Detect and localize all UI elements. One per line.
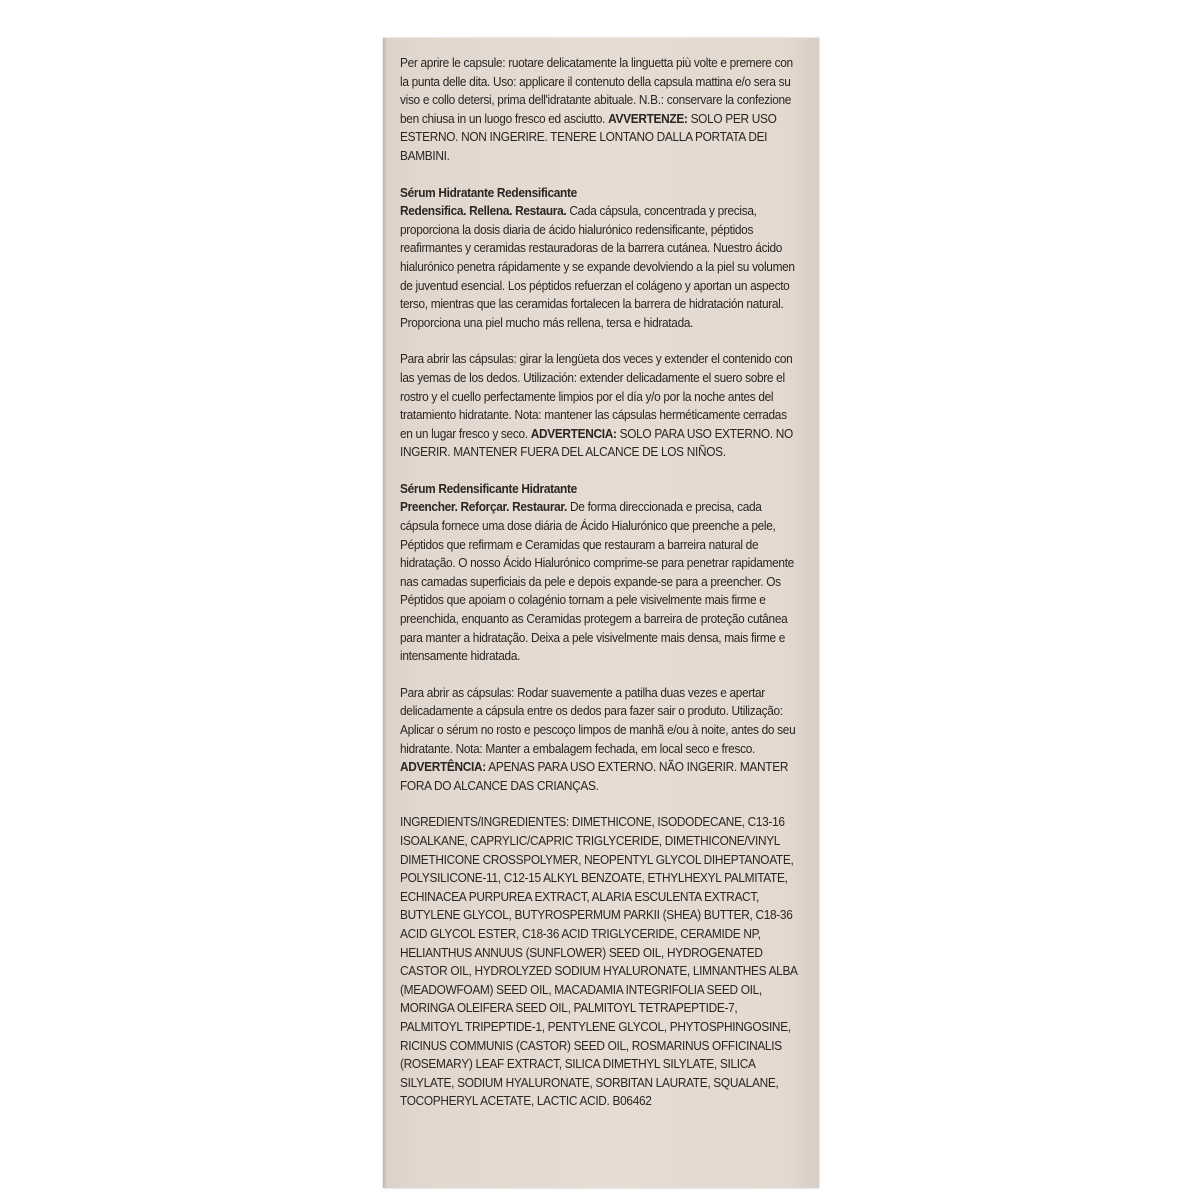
package-text xyxy=(400,54,800,1129)
portuguese-warning-text: APENAS PARA USO EXTERNO. NÃO INGERIR. MANTER FORA DO ALCANCE DAS CRIANÇAS. xyxy=(400,759,789,793)
portuguese-warning-label: ADVERTÊNCIA: xyxy=(400,759,486,775)
italian-instructions: Per aprire le capsule: ruotare delicatamente la linguetta più volte e premere con la punta delle dita. Uso: applicare il contenuto della capsula mattina e/o sera su viso e collo detersi, prima dell'idratante abituale. N.B.: conservare la confezione ben chiusa in un luogo fresco ed asciutto. xyxy=(400,55,793,126)
italian-warning-label: AVVERTENZE: xyxy=(608,110,688,126)
spanish-description: Cada cápsula, concentrada y precisa, proporciona la dosis diaria de ácido hialurónico redensificante, péptidos reafirmantes y ceramidas restauradoras de la barrera cutánea. Nuestro ácido hialurónico penetra rápidamente y se expande devolviendo a la piel su volumen de juventud esencial. Los péptidos refuerzan el colágeno y aportan un aspecto terso, mientras que las ceramidas fortalecen la barrera de hidratación natural. Proporciona una piel mucho más rellena, tersa e hidratada. xyxy=(400,203,795,330)
portuguese-tagline: Preencher. Reforçar. Restaurar. xyxy=(400,499,568,515)
spanish-usage-section xyxy=(400,350,800,462)
spanish-description-section xyxy=(400,184,800,333)
spanish-tagline: Redensifica. Rellena. Restaura. xyxy=(400,203,567,219)
spanish-usage: Para abrir las cápsulas: girar la lengüeta dos veces y extender el contenido con las yemas de los dedos. Utilización: extender delicadamente el suero sobre el rostro y el cuello perfectamente limpios por el día y/o por la noche antes del tratamiento hidratante. Nota: mantener las cápsulas herméticamente cerradas en un lugar fresco y seco. xyxy=(400,351,793,441)
portuguese-usage-section xyxy=(400,684,800,796)
ingredients-list: INGREDIENTS/INGREDIENTES: DIMETHICONE, ISODODECANE, C13-16 ISOALKANE, CAPRYLIC/CAPRIC TRIGLYCERIDE, DIMETHICONE/VINYL DIMETHICONE CROSSPOLYMER, NEOPENTYL GLYCOL DIHEPTANOATE, POLYSILICONE-11, C12-15 ALKYL BENZOATE, ETHYLHEXYL PALMITATE, ECHINACEA PURPUREA EXTRACT, ALARIA ESCULENTA EXTRACT, BUTYLENE GLYCOL, BUTYROSPERMUM PARKII (SHEA) BUTTER, C18-36 ACID GLYCOL ESTER, C18-36 ACID TRIGLYCERIDE, CERAMIDE NP, HELIANTHUS ANNUUS (SUNFLOWER) SEED OIL, HYDROGENATED CASTOR OIL, HYDROLYZED SODIUM HYALURONATE, LIMNANTHES ALBA (MEADOWFOAM) SEED OIL, MACADAMIA INTEGRIFOLIA SEED OIL, MORINGA OLEIFERA SEED OIL, PALMITOYL TETRAPEPTIDE-7, PALMITOYL TRIPEPTIDE-1, PENTYLENE GLYCOL, PHYTOSPHINGOSINE, RICINUS COMMUNIS (CASTOR) SEED OIL, ROSMARINUS OFFICINALIS (ROSEMARY) LEAF EXTRACT, SILICA DIMETHYL SILYLATE, SILICA SILYLATE, SODIUM HYALURONATE, SORBITAN LAURATE, SQUALANE, TOCOPHERYL ACETATE, LACTIC ACID. B06462 xyxy=(400,814,798,1109)
spanish-warning-text: SOLO PARA USO EXTERNO. NO INGERIR. MANTENER FUERA DEL ALCANCE DE LOS NIÑOS. xyxy=(400,425,793,460)
portuguese-usage: Para abrir as cápsulas: Rodar suavemente a patilha duas vezes e apertar delicadamente a cápsula entre os dedos para fazer sair o produto. Utilização: Aplicar o sérum no rosto e pescoço limpos de manhã e/ou à noite, antes do seu hidratante. Nota: Manter a embalagem fechada, em local seco e fresco. xyxy=(400,684,796,756)
portuguese-description-section xyxy=(400,480,800,666)
italian-warning-text: SOLO PER USO ESTERNO. NON INGERIRE. TENERE LONTANO DALLA PORTATA DEI BAMBINI. xyxy=(400,110,777,163)
portuguese-title: Sérum Redensificante Hidratante xyxy=(400,480,577,496)
portuguese-description: De forma direccionada e precisa, cada cápsula fornece uma dose diária de Ácido Hialurónico que preenche a pele, Péptidos que refirmam e Ceramidas que restauram a barreira natural de hidratação. O nosso Ácido Hialurónico comprime-se para penetrar rapidamente nas camadas superficiais da pele e depois expande-se para a preencher. Os Péptidos que apoiam o colagénio tornam a pele visivelmente mais firme e preenchida, enquanto as Ceramidas protegem a barreira de proteção cutânea para manter a hidratação. Deixa a pele visivelmente mais densa, mais firme e intensamente hidratada. xyxy=(400,499,794,664)
italian-section xyxy=(400,54,800,166)
package-panel xyxy=(383,38,819,1188)
spanish-title: Sérum Hidratante Redensificante xyxy=(400,184,577,200)
spanish-warning-label: ADVERTENCIA: xyxy=(530,425,617,441)
